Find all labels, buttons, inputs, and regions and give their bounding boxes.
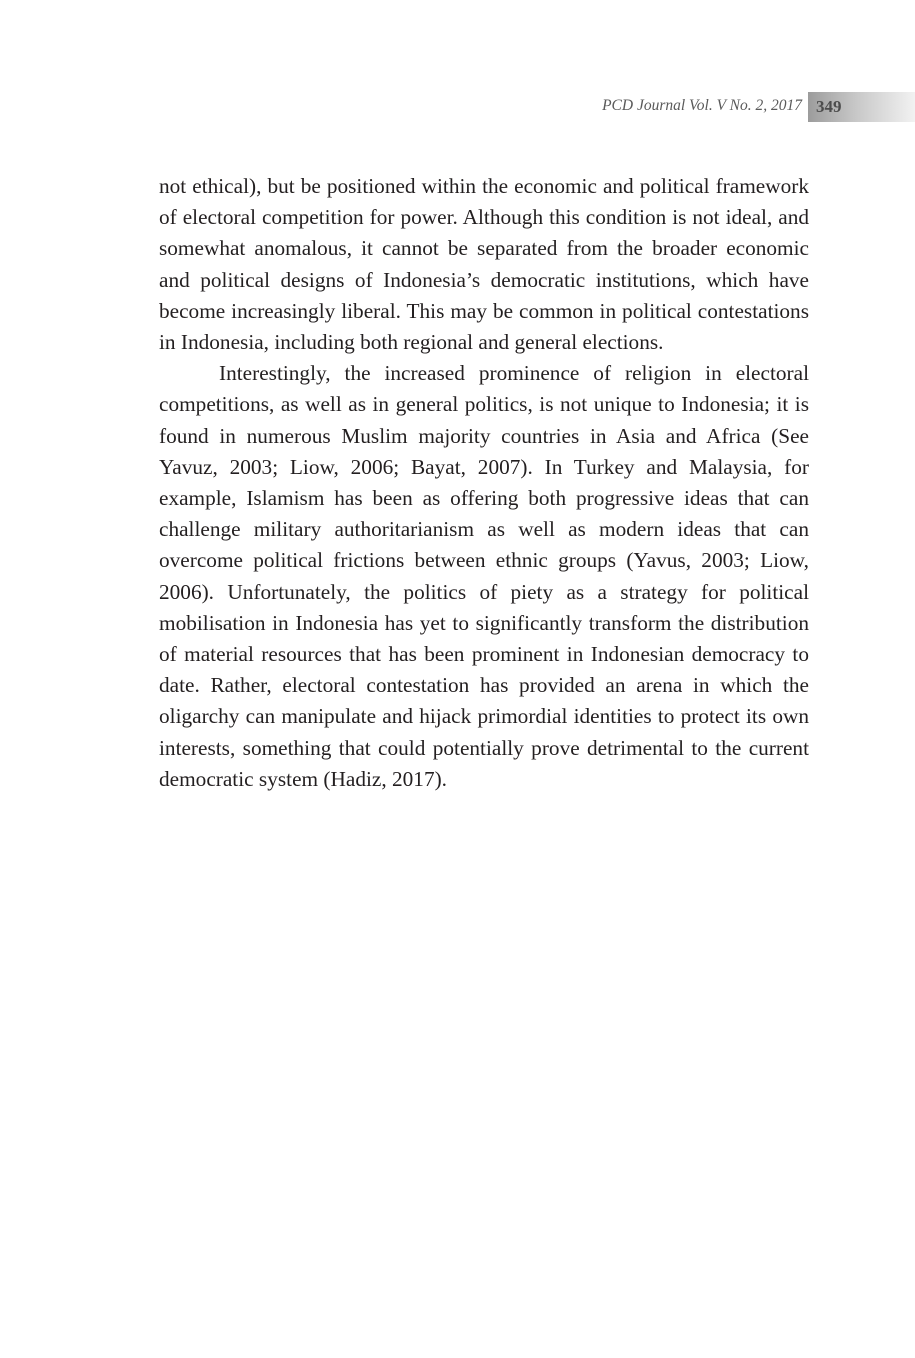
journal-title: PCD Journal Vol. V No. 2, 2017 bbox=[602, 97, 802, 114]
running-header bbox=[0, 92, 915, 122]
paragraph-continuation: not ethical), but be positioned within the economic and political framework of electoral competition for power. Although this condition is not ideal, and somewhat anomalous, it cannot be separated from the broader economic and political designs of Indonesia’s democratic institutions, which have become increasingly liberal. This may be common in political contestations in Indonesia, including both regional and general elections. bbox=[159, 174, 809, 355]
body-text bbox=[159, 171, 809, 795]
page-number: 349 bbox=[816, 97, 842, 116]
page-number-tab bbox=[808, 92, 915, 122]
paragraph-religion-in-elections: Interestingly, the increased prominence of religion in electoral competitions, as well as in general politics, is not unique to Indonesia; it is found in numerous Muslim majority countries in Asia and Africa (See Yavuz, 2003; Liow, 2006; Bayat, 2007). In Turkey and Malaysia, for example, Islamism has been as offering both progressive ideas that can challenge military authoritarianism as well as modern ideas that can overcome political frictions between ethnic groups (Yavus, 2003; Liow, 2006). Unfortunately, the politics of piety as a strategy for political mobilisation in Indonesia has yet to significantly transform the distribution of material resources that has been prominent in Indonesian democracy to date. Rather, electoral contestation has provided an arena in which the oligarchy can manipulate and hijack primordial identities to protect its own interests, something that could potentially prove detrimental to the current democratic system (Hadiz, 2017). bbox=[159, 361, 809, 791]
